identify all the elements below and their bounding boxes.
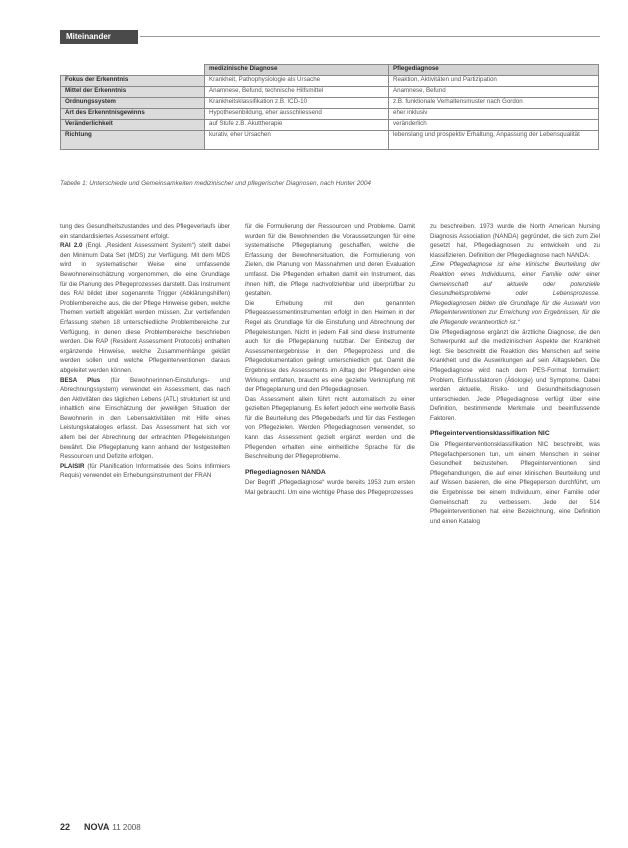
paragraph: tung des Gesundheitszustandes und des Pflegeverlaufs über ein standardisiertes Assessment erfolgt.	[60, 223, 230, 240]
subheading: Pflegeinterventionsklassifikation NIC	[430, 430, 550, 438]
table-cell: auf Stufe z.B. Akuttherapie	[205, 120, 389, 131]
section-tag: Miteinander	[60, 30, 138, 44]
table-row	[61, 98, 599, 109]
text-column-3	[430, 222, 600, 526]
paragraph: zu beschreiben. 1973 wurde die North American Nursing Diagnosis Association (NANDA) gegründet, die sich zum Ziel gesetzt hat, Pflegediagnosen zu entwickeln und zu klassifizieren. Definition der Pflegediagnose nach NANDA:	[430, 223, 600, 259]
table-row-label: Richtung	[61, 131, 205, 150]
table-cell: Krankheitsklassifikation z.B. ICD-10	[205, 98, 389, 109]
table-cell: Anamnese, Befund, technische Hilfsmittel	[205, 87, 389, 98]
paragraph: Die Erhebung mit den genannten Pflegeassessmentinstrumenten erfolgt in den Heimen in der Regel als Grundlage für die Einstufung und Abrechnung der Pflegeleistungen. Nicht in jedem Fall sind diese Instrumente auch für die Pflegeplanung nutzbar. Der Einbezug der Assessmentergebnisse in den Pflegeprozess und die Pflegedokumentation gelingt unterschiedlich gut. Damit die Ergebnisse des Assessments im Alltag der Pflegenden eine Wirkung entfalten, braucht es eine gezielte Verknüpfung mit der Pflegeplanung und den Pflegediagnosen.	[245, 299, 415, 394]
page-number: 22	[60, 822, 71, 832]
magazine-name: NOVA	[84, 822, 110, 832]
table-row	[61, 109, 599, 120]
table-cell: Krankheit, Pathophysiologie als Ursache	[205, 76, 389, 87]
table-cell: Reaktion, Aktivitäten und Partizipation	[389, 76, 599, 87]
table-header-nursing: Pflegediagnose	[389, 65, 599, 76]
table-row	[61, 87, 599, 98]
text-column-1	[60, 222, 230, 481]
paragraph	[60, 241, 230, 375]
table-cell: Hypothesenbildung, eher ausschliessend	[205, 109, 389, 120]
paragraph: Die Pflegediagnose ergänzt die ärztliche Diagnose, die den Schwerpunkt auf die medizinischen Aspekte der Krankheit legt. Sie beschreibt die Reaktion des Menschen auf seine Krankheit und die Auswirkungen auf sein Alltagsleben. Die Pflegediagnose wird nach dem PES-Format formuliert: Problem, Einflussfaktoren (Ätiologie) und Symptome. Dabei werden aktuelle, Risiko- und Gesundheitsdiagnosen unterschieden. Jede Pflegediagnose verfügt über eine Definition, bestimmende Merkmale und beeinflussende Faktoren.	[430, 328, 600, 422]
table-row-label: Art des Erkenntnisgewinns	[61, 109, 205, 120]
table-cell: veränderlich	[389, 120, 599, 131]
subheading: Pflegediagnosen NANDA	[245, 468, 326, 476]
table-corner	[61, 65, 205, 76]
text-column-2	[245, 222, 415, 498]
table-caption: Tabelle 1: Unterschiede und Gemeinsamkeiten medizinischer und pflegerischer Diagnosen, nach Hunter 2004	[60, 180, 371, 187]
paragraph: für die Formulierung der Ressourcen und Probleme. Damit wurden für die Bewohnenden die Voraussetzungen für eine systematische Pflegeplanung geschaffen, welche die Erfassung der Bewohnersituation, die Formulierung von Zielen, die Planung von Massnahmen und deren Evaluation umfasst. Die Pflegenden erhalten damit ein Instrument, das ihnen hilft, die Pflege nachvollziehbar und überprüfbar zu gestalten.	[245, 223, 415, 298]
comparison-table	[60, 64, 599, 150]
table-row	[61, 120, 599, 131]
quote: „Eine Pflegediagnose ist eine klinische Beurteilung der Reaktion eines Individuums, einer Familie oder einer Gemeinschaft auf aktuelle oder potenzielle Gesundheitsprobleme oder Lebensprozesse. Pflegediagnosen bilden die Grundlage für die Auswahl von Pflegeinterventionen zur Erreichung von Ergebnissen, für die die Pflegende verantwortlich ist.“	[430, 261, 600, 326]
paragraph-text: (für Bewohnerinnen-Einstufungs- und Abrechnungssystem) verwendet ein Assessment, das nach den Aktivitäten des täglichen Lebens (ATL) strukturiert ist und inhaltlich eine Einschätzung der jeweiligen Situation der Bewohnerin in den Lebensaktivitäten mit Hilfe eines Leistungskataloges erfasst. Das Assessment hat sich vor allem bei der Abrechnung der erbrachten Pflegeleistungen bewährt. Die Pflegeplanung kann anhand der festgestellten Ressourcen und Defizite erfolgen.	[60, 376, 231, 461]
header-rule	[140, 36, 600, 37]
issue-number: 11 2008	[112, 823, 141, 832]
table-row	[61, 131, 599, 150]
paragraph: Der Begriff „Pflegediagnose“ wurde bereits 1953 zum ersten Mal gebraucht. Um eine wichtige Phase des Pflegeprozesses	[245, 479, 415, 497]
term-besa: BESA Plus	[60, 376, 101, 384]
term-rai: RAI 2.0	[60, 242, 83, 250]
paragraph	[60, 376, 230, 462]
table-cell: Anamnese, Befund	[389, 87, 599, 98]
term-plaisir: PLAISIR	[60, 462, 85, 470]
table-row	[61, 76, 599, 87]
paragraph-text: (für Planification Informatisée des Soins Infirmiers Requis) verwendet ein Erhebungsinstrument der FRAN	[60, 462, 230, 480]
table-header-medical: medizinische Diagnose	[205, 65, 389, 76]
table-row-label: Ordnungssystem	[61, 98, 205, 109]
paragraph: Das Assessment allein führt nicht automatisch zu einer gezielten Pflegeplanung. Es liefert jedoch eine wertvolle Basis für die Beurteilung des Pflegebedarfs und für das Festlegen von Pflegezielen. Werden Pflegediagnosen verwendet, so kann das Assessment gezielt ergänzt werden und die Pflegenden erhalten eine einheitliche Sprache für die Beschreibung der Pflegeprobleme.	[245, 395, 415, 461]
table-cell: kurativ, eher Ursachen	[205, 131, 389, 150]
table-row-label: Mittel der Erkenntnis	[61, 87, 205, 98]
table-row-label: Veränderlichkeit	[61, 120, 205, 131]
article-body	[60, 222, 600, 817]
paragraph-text: (Engl. „Resident Assessment System“) stellt dabei den Minimum Data Set (MDS) zur Verfügung. Mit dem MDS wird in systematischer Weise eine umfassende Bewohnereinschätzung vorgenommen, die eine Grundlage für die Planung des Pflegeprozesses darstellt. Das Instrument des RAI bildet über sogenannte Trigger (Abklärungshilfen) Problembereiche aus, die der Pflege Hinweise geben, welche Themen vertieft abgeklärt werden müssen. Zur vertiefenden Erfassung stehen 18 unterschiedliche Problembereiche zur Verfügung, in denen diese Problembereiche beschrieben werden. Die RAP (Resident Assessment Protocols) enthalten ergänzende Hinweise, welche Zusammenhänge geklärt werden sollen und welche Pflegeinterventionen daraus abgeleitet werden können.	[60, 242, 230, 374]
table-cell: z.B. funktionale Verhaltensmuster nach Gordon	[389, 98, 599, 109]
table-cell: lebenslang und prospektiv Erhaltung, Anpassung der Lebensqualität	[389, 131, 599, 150]
table-cell: eher inklusiv	[389, 109, 599, 120]
table-row-label: Fokus der Erkenntnis	[61, 76, 205, 87]
paragraph	[60, 462, 230, 481]
page-footer	[60, 822, 141, 832]
paragraph: Die Pflegeinterventionsklassifikation NIC beschreibt, was Pflegefachpersonen tun, um einem Menschen in seiner Gesundheit beizustehen. Pflegeinterventionen sind Pflegehandlungen, die auf einer klinischen Beurteilung und auf Wissen basieren, die eine Pflegeperson durchführt, um die Ergebnisse bei einem Individuum, einer Familie oder Gemeinschaft zu verbessern. Jede der 514 Pflegeinterventionen hat eine Bezeichnung, eine Definition und einen Katalog	[430, 441, 600, 525]
